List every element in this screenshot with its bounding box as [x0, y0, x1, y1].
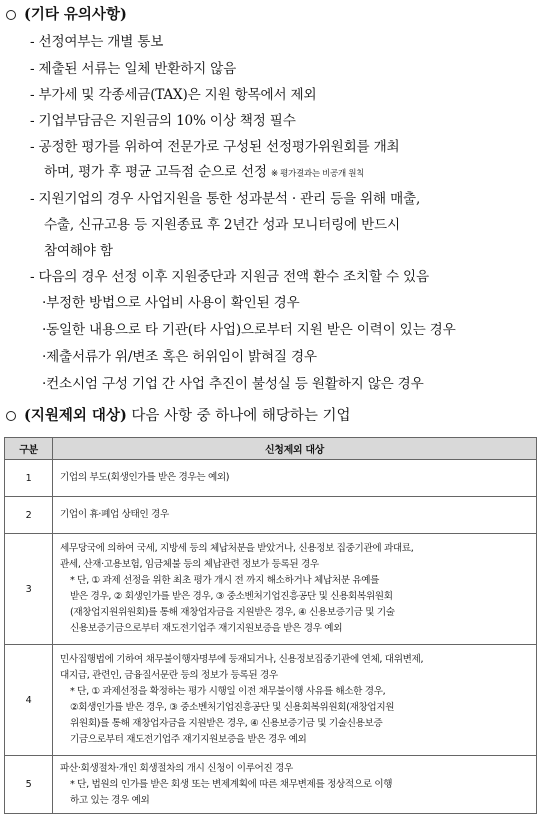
- section-heading-exclusion: [6, 404, 351, 425]
- row-number: 3: [5, 534, 53, 645]
- row-description: [53, 756, 537, 814]
- row-line: 관세, 산재·고용보험, 임금체불 등의 체납관련 정보가 등록된 경우: [60, 559, 319, 570]
- sub-note-line: ·제출서류가 위/변조 혹은 허위임이 밝혀질 경우: [42, 349, 317, 365]
- sub-note-line: ·부정한 방법으로 사업비 사용이 확인된 경우: [42, 295, 300, 311]
- note-line: - 지원기업의 경우 사업지원을 통한 성과분석 · 관리 등을 위해 매출,: [30, 191, 421, 207]
- row-note-line: * 단, ① 과제선정을 확정하는 평가 시행일 이전 채무불이행 사유를 해소한 경우,: [70, 686, 386, 697]
- row-line: 세무당국에 의하여 국세, 지방세 등의 체납처분을 받았거나, 신용정보 집중기관에 과대료,: [60, 543, 414, 554]
- row-line: 민사집행법에 기하여 채무불이행자명부에 등재되거나, 신용정보집중기관에 연체, 대위변제,: [60, 654, 424, 665]
- circle-bullet-icon: [6, 10, 16, 20]
- note-line: - 부가세 및 각종세금(TAX)은 지원 항목에서 제외: [30, 87, 317, 103]
- row-line: 파산·회생절차·개인 회생절차의 개시 신청이 이루어진 경우: [60, 762, 293, 774]
- table-row: [5, 534, 537, 645]
- table-header-row: [5, 438, 537, 460]
- note-line: 참여해야 함: [44, 243, 113, 259]
- row-description: [53, 460, 537, 497]
- exclusion-table: [4, 437, 537, 814]
- row-line: 기업이 휴·폐업 상태인 경우: [60, 509, 169, 520]
- note-line-text: 하며, 평가 후 평균 고득점 순으로 선정: [44, 164, 267, 180]
- note-line: - 선정여부는 개별 통보: [30, 34, 164, 50]
- section-heading-exclusion-rest: 다음 사항 중 하나에 해당하는 기업: [126, 408, 351, 424]
- row-note-line: (재창업지원위원회)를 통해 재창업자금을 지원받은 경우, ④ 신용보증기금 및 기술: [70, 607, 395, 618]
- header-category: 구분: [5, 438, 53, 460]
- table-row: [5, 756, 537, 814]
- note-line: 수출, 신규고용 등 지원종료 후 2년간 성과 모니터링에 반드시: [44, 217, 400, 233]
- row-note-line: * 단, ① 과제 선정을 위한 최초 평가 개시 전 까지 해소하거나 체납처분 유예를: [70, 575, 380, 586]
- table-row: [5, 645, 537, 756]
- inline-note: ※ 평가결과는 비공개 원칙: [270, 169, 365, 179]
- row-number: 4: [5, 645, 53, 756]
- row-note-line: 위원회)를 통해 재창업자금을 지원받은 경우, ④ 신용보증기금 및 기술신용보증: [70, 718, 383, 729]
- row-description: [53, 497, 537, 534]
- sub-note-line: ·컨소시엄 구성 기업 간 사업 추진이 불성실 등 원활하지 않은 경우: [42, 376, 424, 392]
- row-note-line: 하고 있는 경우 예외: [70, 794, 150, 806]
- note-line: - 공정한 평가를 위하여 전문가로 구성된 선정평가위원회를 개최: [30, 139, 400, 155]
- row-line: 기업의 부도(회생인가를 받은 경우는 예외): [60, 472, 230, 483]
- row-note-line: 기금으로부터 재도전기업주 재기지원보증을 받은 경우 예외: [70, 734, 307, 745]
- table-row: [5, 460, 537, 497]
- row-number: 2: [5, 497, 53, 534]
- note-line: - 다음의 경우 선정 이후 지원중단과 지원금 전액 환수 조치할 수 있음: [30, 269, 429, 285]
- note-line: [44, 160, 364, 180]
- row-note-line: 받은 경우, ② 회생인가를 받은 경우, ③ 중소벤처기업진흥공단 및 신용회복위원회: [70, 591, 393, 602]
- row-note-line: ②회생인가를 받은 경우, ③ 중소벤처기업진흥공단 및 신용회복위원회(재창업지원: [70, 702, 395, 713]
- row-number: 1: [5, 460, 53, 497]
- row-number: 5: [5, 756, 53, 814]
- row-note-line: 신용보증기금으로부터 재도전기업주 재기지원보증을 받은 경우 예외: [70, 623, 343, 634]
- section-heading-other: [6, 3, 127, 24]
- circle-bullet-icon: [6, 411, 16, 421]
- row-description: [53, 645, 537, 756]
- note-line: - 제출된 서류는 일체 반환하지 않음: [30, 61, 237, 77]
- row-description: [53, 534, 537, 645]
- note-line: - 기업부담금은 지원금의 10% 이상 책정 필수: [30, 113, 296, 129]
- table-row: [5, 497, 537, 534]
- section-heading-exclusion-bold: (지원제외 대상): [24, 407, 127, 424]
- header-exclusion-target: 신청제외 대상: [53, 438, 537, 460]
- section-heading-other-text: (기타 유의사항): [24, 6, 127, 23]
- row-note-line: * 단, 법원의 인가를 받은 회생 또는 변제계획에 따른 채무변제를 정상적으로 이행: [70, 778, 393, 790]
- sub-note-line: ·동일한 내용으로 타 기관(타 사업)으로부터 지원 받은 이력이 있는 경우: [42, 322, 456, 338]
- row-line: 대지급, 관련인, 금융질서문란 등의 정보가 등록된 경우: [60, 670, 278, 681]
